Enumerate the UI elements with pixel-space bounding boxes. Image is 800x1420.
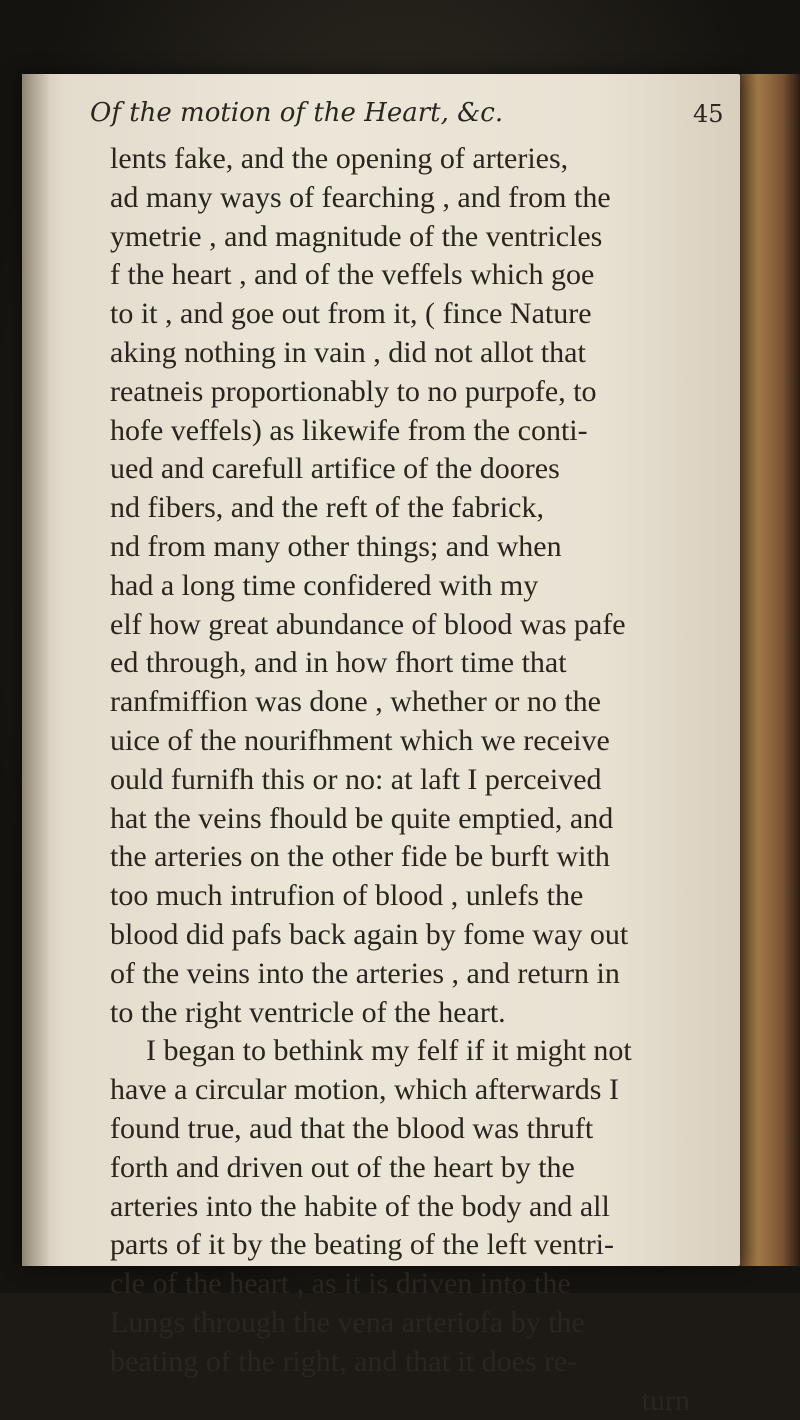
text-line: beating of the right, and that it does re- xyxy=(110,1343,710,1382)
page-gutter xyxy=(22,74,50,1266)
text-line: of the veins into the arteries , and return in xyxy=(110,955,710,994)
text-line: cle of the heart , as it is driven into the xyxy=(110,1265,710,1304)
page-number: 45 xyxy=(693,100,724,128)
catchword: turn xyxy=(110,1382,710,1420)
text-line: I began to bethink my felf if it might not xyxy=(110,1032,710,1071)
text-line: ymetrie , and magnitude of the ventricles xyxy=(110,218,710,257)
text-line: uice of the nourifhment which we receive xyxy=(110,722,710,761)
text-line: aking nothing in vain , did not allot that xyxy=(110,334,710,373)
text-line: ranfmiffion was done , whether or no the xyxy=(110,683,710,722)
text-line: nd fibers, and the reft of the fabrick, xyxy=(110,489,710,528)
text-line: forth and driven out of the heart by the xyxy=(110,1149,710,1188)
text-line: the arteries on the other fide be burft with xyxy=(110,838,710,877)
text-line: too much intrufion of blood , unlefs the xyxy=(110,877,710,916)
text-line: hat the veins fhould be quite emptied, and xyxy=(110,800,710,839)
running-header: Of the motion of the Heart, &c. xyxy=(90,98,710,138)
body-text xyxy=(110,140,710,1420)
text-line: had a long time confidered with my xyxy=(110,567,710,606)
text-line: hofe veffels) as likewife from the conti- xyxy=(110,412,710,451)
text-line: ould furnifh this or no: at laft I perceived xyxy=(110,761,710,800)
text-line: f the heart , and of the veffels which goe xyxy=(110,256,710,295)
text-line: have a circular motion, which afterwards I xyxy=(110,1071,710,1110)
text-line: blood did pafs back again by fome way out xyxy=(110,916,710,955)
text-line: found true, aud that the blood was thruft xyxy=(110,1110,710,1149)
text-line: to the right ventricle of the heart. xyxy=(110,994,710,1033)
text-line: reatneis proportionably to no purpofe, to xyxy=(110,373,710,412)
text-line: ued and carefull artifice of the doores xyxy=(110,450,710,489)
text-line: lents fake, and the opening of arteries, xyxy=(110,140,710,179)
text-line: elf how great abundance of blood was pafe xyxy=(110,606,710,645)
text-line: parts of it by the beating of the left ventri- xyxy=(110,1226,710,1265)
text-line: ed through, and in how fhort time that xyxy=(110,644,710,683)
text-line: ad many ways of fearching , and from the xyxy=(110,179,710,218)
text-line: Lungs through the vena arteriofa by the xyxy=(110,1304,710,1343)
text-line: nd from many other things; and when xyxy=(110,528,710,567)
book-edge xyxy=(740,74,800,1266)
text-line: to it , and goe out from it, ( fince Nature xyxy=(110,295,710,334)
text-line: arteries into the habite of the body and all xyxy=(110,1188,710,1227)
